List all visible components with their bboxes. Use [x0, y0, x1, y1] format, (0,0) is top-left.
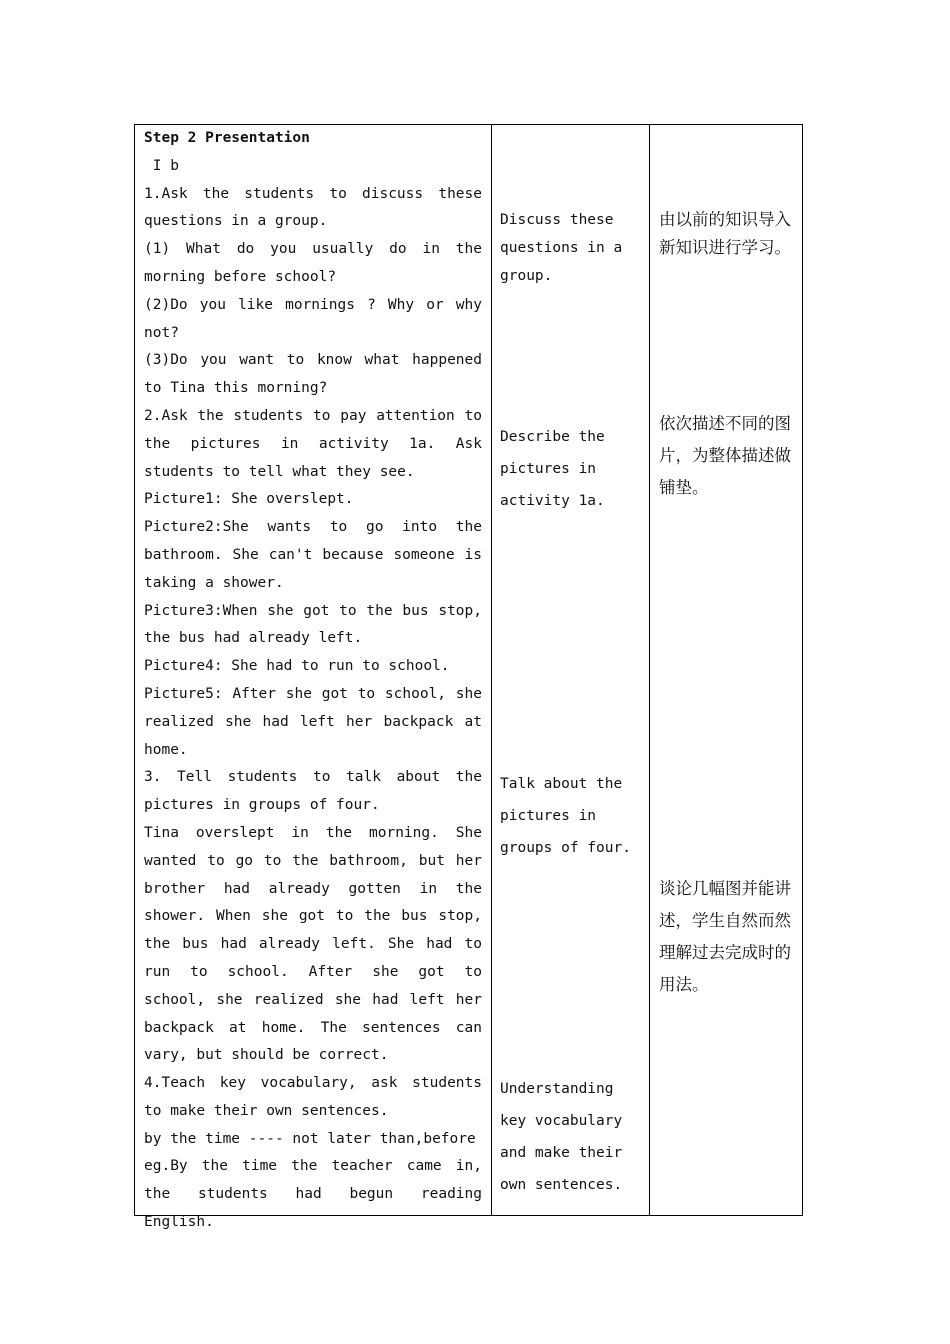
activity-1-question-2: (2)Do you like mornings ? Why or why not? — [144, 296, 482, 341]
teacher-activities-column — [144, 125, 482, 1237]
picture-3-text: Picture3:When she got to the bus stop, the bus had already left. — [144, 602, 482, 647]
step-sub-label: I b — [144, 157, 179, 174]
activity-3-intro: 3. Tell students to talk about the pictures in groups of four. — [144, 769, 482, 814]
activity-4-intro: 4.Teach key vocabulary, ask students to make their own sentences. — [144, 1075, 482, 1119]
step-heading: Step 2 Presentation — [144, 130, 310, 146]
picture-2-text: Picture2:She wants to go into the bathroom. She can't because someone is taking a shower. — [144, 519, 482, 591]
picture-5-text: Picture5: After she got to school, she realized she had left her backpack at home. — [144, 685, 482, 758]
picture-4-text: Picture4: She had to run to school. — [144, 658, 450, 675]
lesson-plan-table — [134, 124, 803, 1231]
design-intent-2: 依次描述不同的图片，为整体描述做铺垫。 — [659, 414, 791, 497]
student-activity-1: Discuss these questions in a group. — [500, 212, 623, 284]
activity-1-question-3: (3)Do you want to know what happened to Tina this morning? — [144, 352, 482, 397]
vocabulary-example: eg.By the time the teacher came in, the students had begun reading English. — [144, 1158, 482, 1231]
design-intent-3: 谈论几幅图并能讲述，学生自然而然理解过去完成时的用法。 — [659, 879, 791, 994]
student-activity-4: Understanding key vocabulary and make their own sentences. — [500, 1081, 623, 1193]
activity-1-question-1: (1) What do you usually do in the morning before school? — [144, 241, 482, 285]
activity-2-intro: 2.Ask the students to pay attention to the pictures in activity 1a. Ask students to tell what they see. — [144, 407, 482, 480]
activity-3-story: Tina overslept in the morning. She wanted to go to the bathroom, but her brother had already gotten in the shower. When she got to the bus stop, the bus had already left. She had to run to school. After she got to school, she realized she had left her backpack at home. The sentences can vary, but should be correct. — [144, 824, 482, 1064]
student-activity-2: Describe the pictures in activity 1a. — [500, 429, 605, 509]
design-intent-1: 由以前的知识导入新知识进行学习。 — [659, 210, 791, 257]
vocabulary-definition: by the time ---- not later than,before — [144, 1130, 476, 1147]
activity-1-intro: 1.Ask the students to discuss these questions in a group. — [144, 185, 482, 230]
student-activity-3: Talk about the pictures in groups of four. — [500, 776, 631, 856]
picture-1-text: Picture1: She overslept. — [144, 491, 354, 508]
column-divider — [649, 125, 650, 1215]
column-divider — [491, 125, 492, 1215]
